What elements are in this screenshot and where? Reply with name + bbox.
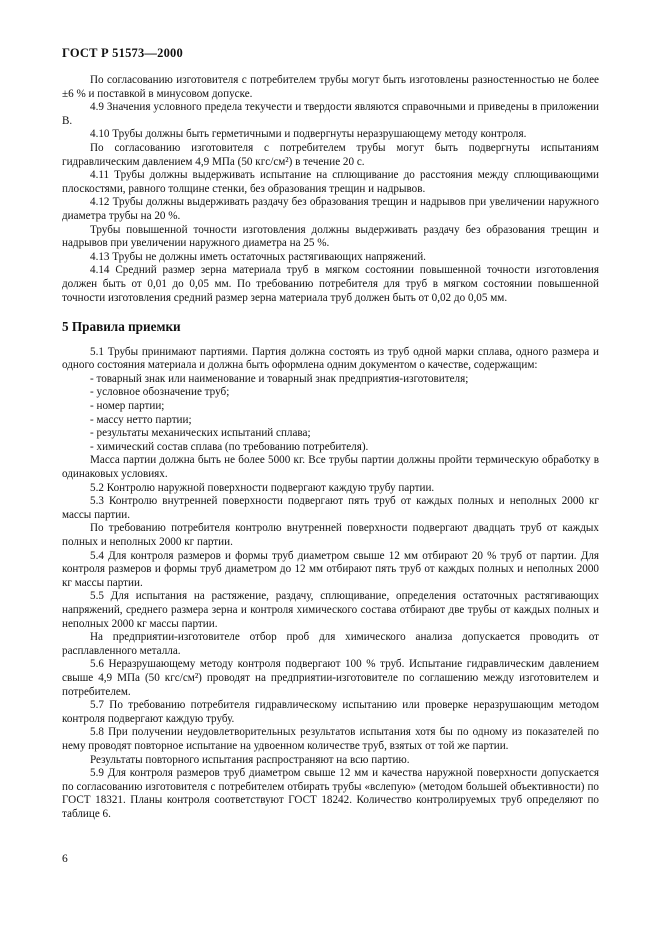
paragraph: По согласованию изготовителя с потребителем трубы могут быть изготовлены разностенностью не более ±6 % и поставкой в минусовом допуске. bbox=[62, 74, 599, 100]
paragraph: 4.12 Трубы должны выдерживать раздачу без образования трещин и надрывов при увеличении наружного диаметра трубы на 20 %. bbox=[62, 196, 599, 222]
paragraph: Трубы повышенной точности изготовления должны выдерживать раздачу без образования трещин и надрывов при увеличении наружного диаметра на 25 %. bbox=[62, 223, 599, 250]
list-item: - химический состав сплава (по требованию потребителя). bbox=[90, 440, 369, 453]
paragraph: 5.3 Контролю внутренней поверхности подвергают пять труб от каждых полных и неполных 2000 кг массы партии. bbox=[62, 495, 599, 521]
paragraph: 4.13 Трубы не должны иметь остаточных растягивающих напряжений. bbox=[90, 250, 426, 263]
page-number: 6 bbox=[62, 853, 68, 865]
list-item: - условное обозначение труб; bbox=[90, 386, 230, 399]
list-item: - номер партии; bbox=[90, 400, 165, 413]
paragraph: 5.6 Неразрушающему методу контроля подвергают 100 % труб. Испытание гидравлическим давлением свыше 4,9 МПа (50 кгс/см²) проводят на предприятии-изготовителе по соглашению между изготовителем и потребителем. bbox=[62, 658, 599, 698]
document-header: ГОСТ Р 51573—2000 bbox=[62, 46, 183, 60]
paragraph: 5.4 Для контроля размеров и формы труб диаметром свыше 12 мм отбирают 20 % труб от партии. Для контроля размеров и формы труб диаметром до 12 мм отбирают пять труб от каждых полных и неполных 2000 кг массы партии. bbox=[62, 549, 599, 589]
paragraph: 5.1 Трубы принимают партиями. Партия должна состоять из труб одной марки сплава, одного размера и одного состояния материала и должна быть оформлена одним документом о качестве, содержащим: bbox=[62, 345, 599, 372]
paragraph: 5.8 При получении неудовлетворительных результатов испытания хотя бы по одному из показателей по нему проводят повторное испытание на удвоенном количестве труб, взятых от той же партии. bbox=[62, 726, 599, 752]
paragraph: 4.10 Трубы должны быть герметичными и подвергнуты неразрушающему методу контроля. bbox=[90, 128, 527, 141]
paragraph: По требованию потребителя контролю внутренней поверхности подвергают двадцать труб от каждых полных и неполных 2000 кг партии. bbox=[62, 522, 599, 548]
paragraph: 5.9 Для контроля размеров труб диаметром свыше 12 мм и качества наружной поверхности допускается по согласованию изготовителя с потребителем отбирать трубы «вслепую» (методом большей объективности) по ГОСТ 18321. Планы контроля соответствуют ГОСТ 18242. Количество контролируемых труб определяют по таблице 6. bbox=[62, 767, 599, 820]
list-item: - товарный знак или наименование и товарный знак предприятия-изготовителя; bbox=[90, 372, 469, 385]
paragraph: Результаты повторного испытания распространяют на всю партию. bbox=[90, 753, 410, 766]
paragraph: По согласованию изготовителя с потребителем трубы могут быть подвергнуты испытаниям гидравлическим давлением 4,9 МПа (50 кгс/см²) в течение 20 с. bbox=[62, 141, 599, 168]
paragraph: Масса партии должна быть не более 5000 кг. Все трубы партии должны пройти термическую обработку в одинаковых условиях. bbox=[62, 454, 599, 481]
section-title: 5 Правила приемки bbox=[62, 319, 181, 335]
paragraph: 5.2 Контролю наружной поверхности подвергают каждую трубу партии. bbox=[90, 481, 435, 494]
list-item: - результаты механических испытаний сплава; bbox=[90, 427, 311, 440]
paragraph: 4.9 Значения условного предела текучести и твердости являются справочными и приведены в приложении В. bbox=[62, 101, 599, 127]
paragraph: 5.5 Для испытания на растяжение, раздачу, сплющивание, определения остаточных растягивающих напряжений, среднего размера зерна и контроля химического состава отбирают две трубы от каждых полных и неполных 2000 кг массы партии. bbox=[62, 590, 599, 630]
paragraph: На предприятии-изготовителе отбор проб для химического анализа допускается проводить от расплавленного металла. bbox=[62, 631, 599, 657]
document-body bbox=[62, 74, 599, 821]
paragraph: 4.11 Трубы должны выдерживать испытание на сплющивание до расстояния между сплющивающими плоскостями, равного толщине стенки, без образования трещин и надрывов. bbox=[62, 169, 599, 195]
list-item: - массу нетто партии; bbox=[90, 413, 192, 426]
paragraph: 5.7 По требованию потребителя гидравлическому испытанию или проверке неразрушающим методом контроля подвергают каждую трубу. bbox=[62, 699, 599, 725]
paragraph: 4.14 Средний размер зерна материала труб в мягком состоянии повышенной точности изготовления должен быть от 0,01 до 0,05 мм. По требованию потребителя для труб в мягком состоянии повышенной точности изготовления средний размер зерна материала труб должен быть от 0,02 до 0,05 мм. bbox=[62, 264, 599, 304]
